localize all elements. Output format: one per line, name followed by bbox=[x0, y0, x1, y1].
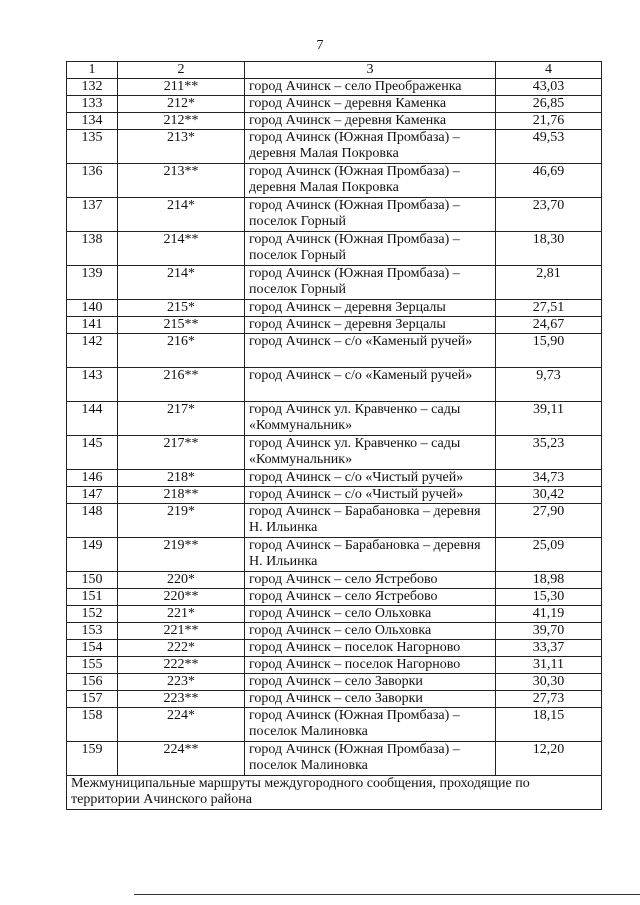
route-value: 9,73 bbox=[496, 368, 602, 402]
table-row bbox=[67, 436, 602, 470]
route-name: город Ачинск – поселок Нагорново bbox=[245, 657, 496, 674]
table-row bbox=[67, 708, 602, 742]
table-row bbox=[67, 504, 602, 538]
route-number: 220** bbox=[118, 589, 245, 606]
route-value: 30,42 bbox=[496, 487, 602, 504]
route-number: 217* bbox=[118, 402, 245, 436]
route-name: город Ачинск – село Заворки bbox=[245, 691, 496, 708]
table-row bbox=[67, 300, 602, 317]
route-number: 213** bbox=[118, 164, 245, 198]
route-value: 23,70 bbox=[496, 198, 602, 232]
route-name: город Ачинск – село Заворки bbox=[245, 674, 496, 691]
page-number: 7 bbox=[316, 38, 324, 53]
table-row bbox=[67, 317, 602, 334]
route-name: город Ачинск – Барабановка – деревня Н. Ильинка bbox=[245, 504, 496, 538]
table-row bbox=[67, 232, 602, 266]
header-col-3: 3 bbox=[245, 62, 496, 79]
route-name: город Ачинск (Южная Промбаза) – деревня Малая Покровка bbox=[245, 130, 496, 164]
route-name: город Ачинск – село Ольховка bbox=[245, 606, 496, 623]
section-note-row bbox=[67, 776, 602, 810]
route-name: город Ачинск – село Ястребово bbox=[245, 589, 496, 606]
row-number: 138 bbox=[67, 232, 118, 266]
row-number: 144 bbox=[67, 402, 118, 436]
route-value: 49,53 bbox=[496, 130, 602, 164]
route-value: 43,03 bbox=[496, 79, 602, 96]
route-number: 218* bbox=[118, 470, 245, 487]
route-value: 46,69 bbox=[496, 164, 602, 198]
table-header-row bbox=[67, 62, 602, 79]
table-row bbox=[67, 266, 602, 300]
row-number: 147 bbox=[67, 487, 118, 504]
row-number: 137 bbox=[67, 198, 118, 232]
route-value: 27,51 bbox=[496, 300, 602, 317]
route-name: город Ачинск ул. Кравченко – сады «Коммунальник» bbox=[245, 402, 496, 436]
route-number: 216** bbox=[118, 368, 245, 402]
table-row bbox=[67, 657, 602, 674]
route-number: 213* bbox=[118, 130, 245, 164]
route-number: 221* bbox=[118, 606, 245, 623]
route-number: 216* bbox=[118, 334, 245, 368]
route-name: город Ачинск – поселок Нагорново bbox=[245, 640, 496, 657]
header-col-1: 1 bbox=[67, 62, 118, 79]
route-number: 223** bbox=[118, 691, 245, 708]
route-name: город Ачинск (Южная Промбаза) – деревня Малая Покровка bbox=[245, 164, 496, 198]
route-value: 33,37 bbox=[496, 640, 602, 657]
row-number: 136 bbox=[67, 164, 118, 198]
route-name: город Ачинск – деревня Зерцалы bbox=[245, 317, 496, 334]
table-row bbox=[67, 96, 602, 113]
route-name: город Ачинск (Южная Промбаза) – поселок Горный bbox=[245, 266, 496, 300]
route-name: город Ачинск (Южная Промбаза) – поселок Малиновка bbox=[245, 742, 496, 776]
route-number: 211** bbox=[118, 79, 245, 96]
route-name: город Ачинск – село Ястребово bbox=[245, 572, 496, 589]
table-row bbox=[67, 130, 602, 164]
table-row bbox=[67, 742, 602, 776]
row-number: 140 bbox=[67, 300, 118, 317]
row-number: 149 bbox=[67, 538, 118, 572]
route-value: 2,81 bbox=[496, 266, 602, 300]
route-number: 215* bbox=[118, 300, 245, 317]
route-number: 223* bbox=[118, 674, 245, 691]
table-row bbox=[67, 164, 602, 198]
route-number: 224* bbox=[118, 708, 245, 742]
row-number: 152 bbox=[67, 606, 118, 623]
route-value: 24,67 bbox=[496, 317, 602, 334]
row-number: 145 bbox=[67, 436, 118, 470]
route-value: 34,73 bbox=[496, 470, 602, 487]
routes-table bbox=[66, 61, 602, 810]
route-value: 12,20 bbox=[496, 742, 602, 776]
table-row bbox=[67, 470, 602, 487]
row-number: 157 bbox=[67, 691, 118, 708]
route-number: 224** bbox=[118, 742, 245, 776]
table-row bbox=[67, 368, 602, 402]
route-number: 212** bbox=[118, 113, 245, 130]
route-value: 15,90 bbox=[496, 334, 602, 368]
row-number: 135 bbox=[67, 130, 118, 164]
route-value: 21,76 bbox=[496, 113, 602, 130]
row-number: 155 bbox=[67, 657, 118, 674]
route-number: 214** bbox=[118, 232, 245, 266]
route-number: 219* bbox=[118, 504, 245, 538]
route-name: город Ачинск – деревня Зерцалы bbox=[245, 300, 496, 317]
table-row bbox=[67, 606, 602, 623]
route-number: 217** bbox=[118, 436, 245, 470]
route-number: 215** bbox=[118, 317, 245, 334]
route-name: город Ачинск – с/о «Чистый ручей» bbox=[245, 487, 496, 504]
route-value: 18,15 bbox=[496, 708, 602, 742]
row-number: 156 bbox=[67, 674, 118, 691]
route-value: 15,30 bbox=[496, 589, 602, 606]
table-row bbox=[67, 538, 602, 572]
row-number: 159 bbox=[67, 742, 118, 776]
route-number: 222* bbox=[118, 640, 245, 657]
route-value: 39,70 bbox=[496, 623, 602, 640]
table-row bbox=[67, 334, 602, 368]
table-row bbox=[67, 589, 602, 606]
bottom-rule bbox=[134, 894, 640, 895]
route-name: город Ачинск – с/о «Каменый ручей» bbox=[245, 368, 496, 402]
route-number: 220* bbox=[118, 572, 245, 589]
row-number: 150 bbox=[67, 572, 118, 589]
header-col-4: 4 bbox=[496, 62, 602, 79]
route-name: город Ачинск (Южная Промбаза) – поселок Горный bbox=[245, 198, 496, 232]
section-note: Межмуниципальные маршруты междугородного сообщения, проходящие по территории Ачинского района bbox=[67, 776, 602, 810]
route-value: 27,90 bbox=[496, 504, 602, 538]
row-number: 158 bbox=[67, 708, 118, 742]
route-name: город Ачинск (Южная Промбаза) – поселок Малиновка bbox=[245, 708, 496, 742]
routes-table-body bbox=[67, 62, 602, 810]
table-row bbox=[67, 572, 602, 589]
route-value: 31,11 bbox=[496, 657, 602, 674]
table-row bbox=[67, 623, 602, 640]
route-value: 18,98 bbox=[496, 572, 602, 589]
route-number: 219** bbox=[118, 538, 245, 572]
row-number: 143 bbox=[67, 368, 118, 402]
row-number: 134 bbox=[67, 113, 118, 130]
route-value: 30,30 bbox=[496, 674, 602, 691]
header-col-2: 2 bbox=[118, 62, 245, 79]
row-number: 153 bbox=[67, 623, 118, 640]
route-value: 25,09 bbox=[496, 538, 602, 572]
route-name: город Ачинск – деревня Каменка bbox=[245, 96, 496, 113]
row-number: 139 bbox=[67, 266, 118, 300]
route-name: город Ачинск – деревня Каменка bbox=[245, 113, 496, 130]
route-value: 18,30 bbox=[496, 232, 602, 266]
table-row bbox=[67, 198, 602, 232]
row-number: 151 bbox=[67, 589, 118, 606]
route-name: город Ачинск (Южная Промбаза) – поселок Горный bbox=[245, 232, 496, 266]
table-row bbox=[67, 691, 602, 708]
row-number: 142 bbox=[67, 334, 118, 368]
route-number: 222** bbox=[118, 657, 245, 674]
route-name: город Ачинск ул. Кравченко – сады «Коммунальник» bbox=[245, 436, 496, 470]
route-value: 27,73 bbox=[496, 691, 602, 708]
row-number: 146 bbox=[67, 470, 118, 487]
table-row bbox=[67, 640, 602, 657]
table-row bbox=[67, 487, 602, 504]
route-name: город Ачинск – село Преображенка bbox=[245, 79, 496, 96]
table-row bbox=[67, 674, 602, 691]
route-value: 26,85 bbox=[496, 96, 602, 113]
table-row bbox=[67, 79, 602, 96]
table-row bbox=[67, 402, 602, 436]
row-number: 132 bbox=[67, 79, 118, 96]
route-name: город Ачинск – Барабановка – деревня Н. Ильинка bbox=[245, 538, 496, 572]
row-number: 133 bbox=[67, 96, 118, 113]
table-row bbox=[67, 113, 602, 130]
route-name: город Ачинск – село Ольховка bbox=[245, 623, 496, 640]
route-value: 39,11 bbox=[496, 402, 602, 436]
route-number: 221** bbox=[118, 623, 245, 640]
row-number: 141 bbox=[67, 317, 118, 334]
route-number: 214* bbox=[118, 266, 245, 300]
route-value: 41,19 bbox=[496, 606, 602, 623]
route-value: 35,23 bbox=[496, 436, 602, 470]
route-number: 214* bbox=[118, 198, 245, 232]
route-number: 218** bbox=[118, 487, 245, 504]
route-name: город Ачинск – с/о «Каменый ручей» bbox=[245, 334, 496, 368]
row-number: 154 bbox=[67, 640, 118, 657]
row-number: 148 bbox=[67, 504, 118, 538]
route-name: город Ачинск – с/о «Чистый ручей» bbox=[245, 470, 496, 487]
route-number: 212* bbox=[118, 96, 245, 113]
